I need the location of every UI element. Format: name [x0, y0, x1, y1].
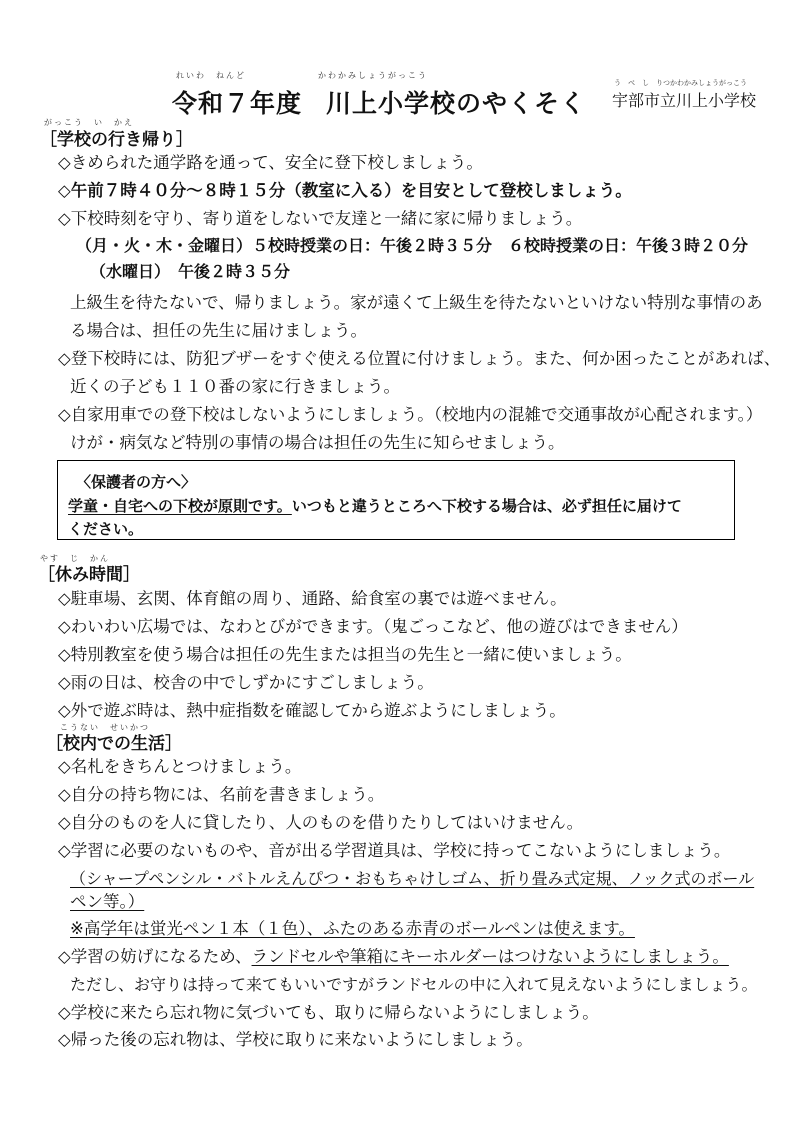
life-line-8 — [58, 947, 729, 967]
title-year: 令和７年度 — [172, 89, 303, 118]
life-line-7: ※高学年は蛍光ペン１本（１色）、ふたのある赤青のボールペンは使えます。 — [70, 919, 635, 938]
commute-line-8: ◇登下校時には、防犯ブザーをすぐ使える位置に付けましょう。また、何か困ったことがあれば、 — [58, 349, 781, 368]
section-heading-break: ［休み時間］ — [38, 565, 140, 585]
title-main: 川上小学校のやくそく — [326, 89, 587, 118]
break-line-1: ◇駐車場、玄関、体育館の周り、通路、給食室の裏では遊べません。 — [58, 589, 567, 608]
school-name: 宇部市立川上小学校 — [612, 91, 757, 110]
commute-line-2: ◇午前７時４０分～８時１５分（教室に入る）を目安として登校しましょう。 — [58, 181, 632, 200]
break-line-4: ◇雨の日は、校舎の中でしずかにすごしましょう。 — [58, 673, 434, 692]
life-line-3: ◇自分のものを人に貸したり、人のものを借りたりしてはいけません。 — [58, 813, 584, 832]
life-line-2: ◇自分の持ち物には、名前を書きましょう。 — [58, 785, 385, 804]
title-ruby-2: かわかみしょうがっこう — [318, 71, 428, 80]
life-line-4: ◇学習に必要のないものや、音が出る学習道具は、学校に持ってこないようにしましょう。 — [58, 841, 731, 860]
commute-line-6: 上級生を待たないで、帰りましょう。家が遠くて上級生を待たないといけない特別な事情のあ — [70, 293, 763, 312]
commute-line-9: 近くの子ども１１０番の家に行きましょう。 — [70, 377, 400, 396]
life-line-10: ◇学校に来たら忘れ物に気づいても、取りに帰らないようにしましょう。 — [58, 1003, 599, 1022]
commute-heading-ruby: がっこう い かえ — [44, 118, 134, 127]
break-line-2: ◇わいわい広場では、なわとびができます。（鬼ごっこなど、他の遊びはできません） — [58, 617, 688, 636]
school-ruby: う べ し りつかわかみしょうがっこう — [614, 79, 747, 87]
notice-line-1-rest: いつもと違うところへ下校する場合は、必ず担任に届けて — [291, 497, 682, 515]
break-heading-ruby: やす じ かん — [40, 554, 110, 563]
guardian-notice-box — [57, 460, 735, 540]
commute-line-3: ◇下校時刻を守り、寄り道をしないで友達と一緒に家に帰りましょう。 — [58, 209, 583, 228]
notice-line-2: ください。 — [68, 520, 144, 538]
commute-line-4: （月・火・木・金曜日）５校時授業の日：午後２時３５分 ６校時授業の日：午後３時２０分 — [76, 236, 749, 255]
life-line-6: ペン等。） — [70, 892, 145, 911]
break-line-5: ◇外で遊ぶ時は、熱中症指数を確認してから遊ぶようにしましょう。 — [58, 701, 566, 720]
commute-line-11: けが・病気など特別の事情の場合は担任の先生に知らせましょう。 — [70, 433, 565, 452]
commute-line-1: ◇きめられた通学路を通って、安全に登下校しましょう。 — [58, 153, 483, 172]
title-ruby-1: れいわ ねんど — [176, 71, 246, 80]
life-line-5: （シャープペンシル・バトルえんぴつ・おもちゃけしゴム、折り畳み式定規、ノック式のボール — [70, 869, 755, 888]
section-heading-commute: ［学校の行き帰り］ — [40, 130, 193, 150]
life-line-1: ◇名札をきちんとつけましょう。 — [58, 757, 302, 776]
break-line-3: ◇特別教室を使う場合は担任の先生または担当の先生と一緒に使いましょう。 — [58, 645, 632, 664]
life-line-11: ◇帰った後の忘れ物は、学校に取りに来ないようにしましょう。 — [58, 1030, 533, 1049]
school-life-heading-ruby: こうない せいかつ — [60, 723, 150, 732]
life-line-9: ただし、お守りは持って来てもいいですがランドセルの中に入れて見えないようにしましょう。 — [70, 975, 758, 994]
notice-title: 〈保護者の方へ〉 — [76, 473, 197, 491]
commute-line-5: （水曜日） 午後２時３５分 — [90, 262, 291, 281]
keyholder-rule: ランドセルや筆箱にキーホルダーはつけないようにしましょう。 — [251, 947, 729, 966]
notice-principle: 学童・自宅への下校が原則です。 — [68, 497, 292, 515]
commute-line-7: る場合は、担任の先生に届けましょう。 — [70, 321, 367, 340]
life-line-8-start: ◇学習の妨げになるため、 — [58, 947, 252, 966]
notice-line-1 — [68, 495, 682, 516]
page-title — [172, 84, 586, 120]
commute-line-10: ◇自家用車での登下校はしないようにしましょう。（校地内の混雑で交通事故が心配されます。） — [58, 405, 763, 424]
section-heading-school-life: ［校内での生活］ — [46, 734, 182, 754]
